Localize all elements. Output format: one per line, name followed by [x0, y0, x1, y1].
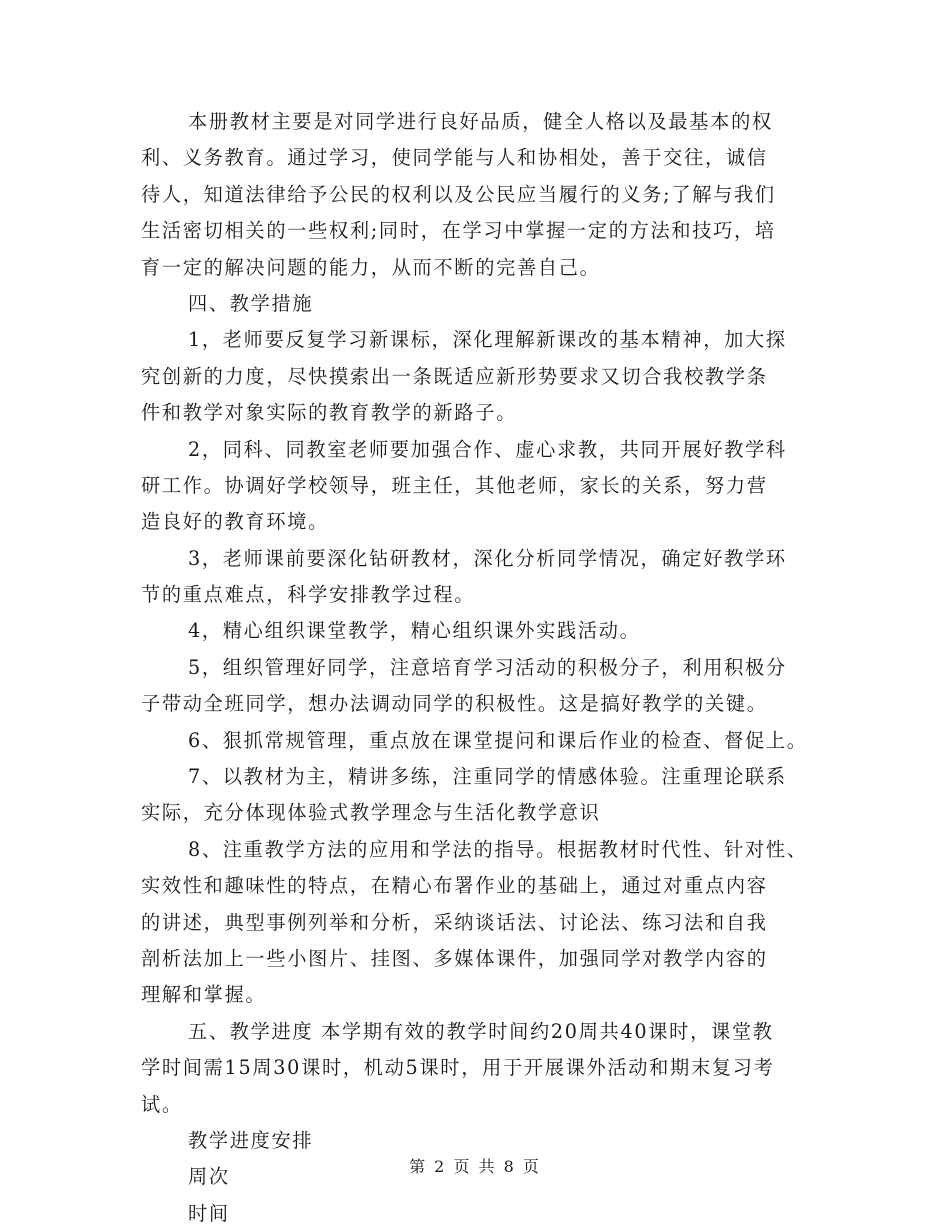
text-line: 实际，充分体现体验式教学理念与生活化教学意识: [141, 801, 601, 825]
text-line: 实效性和趣味性的特点，在精心布署作业的基础上，通过对重点内容: [141, 874, 768, 898]
text-line: 待人，知道法律给予公民的权利以及公民应当履行的义务;了解与我们: [141, 182, 776, 206]
text-line: 4，精心组织课堂教学，精心组织课外实践活动。: [188, 619, 641, 643]
text-line: 1，老师要反复学习新课标，深化理解新课改的基本精神，加大探: [188, 328, 787, 352]
text-line: 时间: [188, 1201, 230, 1225]
text-line: 件和教学对象实际的教育教学的新路子。: [141, 401, 517, 425]
text-line: 周次: [188, 1165, 230, 1189]
text-line: 四、教学措施: [188, 291, 314, 315]
text-line: 研工作。协调好学校领导，班主任，其他老师，家长的关系，努力营: [141, 473, 768, 497]
text-line: 育一定的解决问题的能力，从而不断的完善自己。: [141, 255, 601, 279]
text-line: 2，同科、同教室老师要加强合作、虚心求教，共同开展好教学科: [188, 437, 787, 461]
text-line: 教学进度安排: [188, 1128, 314, 1152]
text-line: 利、义务教育。通过学习，使同学能与人和协相处，善于交往，诚信: [141, 146, 768, 170]
text-line: 3，老师课前要深化钻研教材，深化分析同学情况，确定好教学环: [188, 546, 787, 570]
text-line: 剖析法加上一些小图片、挂图、多媒体课件，加强同学对教学内容的: [141, 946, 768, 970]
text-line: 生活密切相关的一些权利;同时，在学习中掌握一定的方法和技巧，培: [141, 219, 776, 243]
text-line: 本册教材主要是对同学进行良好品质，健全人格以及最基本的权: [188, 110, 773, 133]
text-line: 7、以教材为主，精讲多练，注重同学的情感体验。注重理论联系: [188, 765, 787, 789]
text-line: 学时间需15周30课时，机动5课时，用于开展课外活动和期末复习考: [141, 1056, 775, 1080]
text-line: 节的重点难点，科学安排教学过程。: [141, 583, 476, 607]
text-line: 6、狠抓常规管理，重点放在课堂提问和课后作业的检查、督促上。: [188, 728, 808, 752]
text-line: 的讲述，典型事例列举和分析，采纳谈话法、讨论法、练习法和自我: [141, 910, 768, 934]
text-line: 子带动全班同学，想办法调动同学的积极性。这是搞好教学的关键。: [141, 692, 768, 716]
text-line: 五、教学进度 本学期有效的教学时间约20周共40课时，课堂教: [188, 1019, 774, 1043]
document-body: [141, 104, 831, 1232]
page-footer: 第 2 页 共 8 页: [409, 1157, 541, 1176]
text-line: 究创新的力度，尽快摸索出一条既适应新形势要求又切合我校教学条: [141, 364, 768, 388]
text-line: 理解和掌握。: [141, 983, 267, 1007]
text-line: 5，组织管理好同学，注意培育学习活动的积极分子，利用积极分: [188, 655, 787, 679]
text-line: 试。: [141, 1092, 183, 1116]
text-line: 8、注重教学方法的应用和学法的指导。根据教材时代性、针对性、: [188, 837, 808, 861]
text-line: 造良好的教育环境。: [141, 510, 329, 534]
